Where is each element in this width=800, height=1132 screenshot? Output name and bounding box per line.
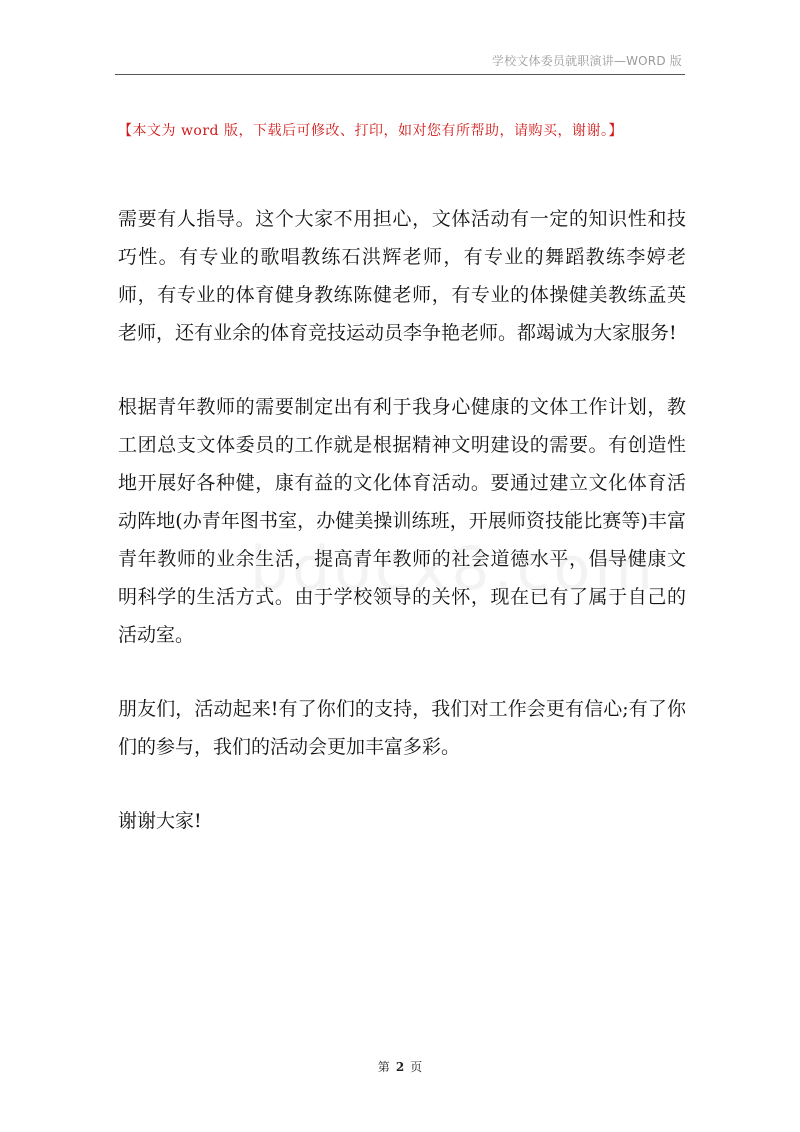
- document-body: [118, 200, 686, 876]
- page-number-prefix: 第: [377, 1060, 390, 1074]
- document-header-title: 学校文体委员就职演讲—WORD 版: [491, 54, 682, 68]
- body-paragraph: 根据青年教师的需要制定出有利于我身心健康的文体工作计划，教工团总支文体委员的工作就是根据精神文明建设的需要。有创造性地开展好各种健，康有益的文化体育活动。要通过建立文化体育活动阵地(办青年图书室，办健美操训练班，开展师资技能比赛等)丰富青年教师的业余生活，提高青年教师的社会道德水平，倡导健康文明科学的生活方式。由于学校领导的关怀，现在已有了属于自己的活动室。: [118, 396, 686, 646]
- purchase-notice: 【本文为 word 版，下载后可修改、打印，如对您有所帮助，请购买，谢谢。】: [118, 123, 623, 139]
- page-number-suffix: 页: [410, 1060, 423, 1074]
- page-number: 2: [395, 1060, 405, 1074]
- body-paragraph: 朋友们，活动起来!有了你们的支持，我们对工作会更有信心;有了你们的参与，我们的活动会更加丰富多彩。: [118, 698, 686, 758]
- body-paragraph: 需要有人指导。这个大家不用担心，文体活动有一定的知识性和技巧性。有专业的歌唱教练石洪辉老师，有专业的舞蹈教练李婷老师，有专业的体育健身教练陈健老师，有专业的体操健美教练孟英老师，还有业余的体育竞技运动员李争艳老师。都竭诚为大家服务!: [118, 208, 686, 344]
- page-footer: [0, 1058, 800, 1075]
- header-divider: [115, 74, 685, 75]
- body-paragraph: 谢谢大家!: [118, 810, 202, 832]
